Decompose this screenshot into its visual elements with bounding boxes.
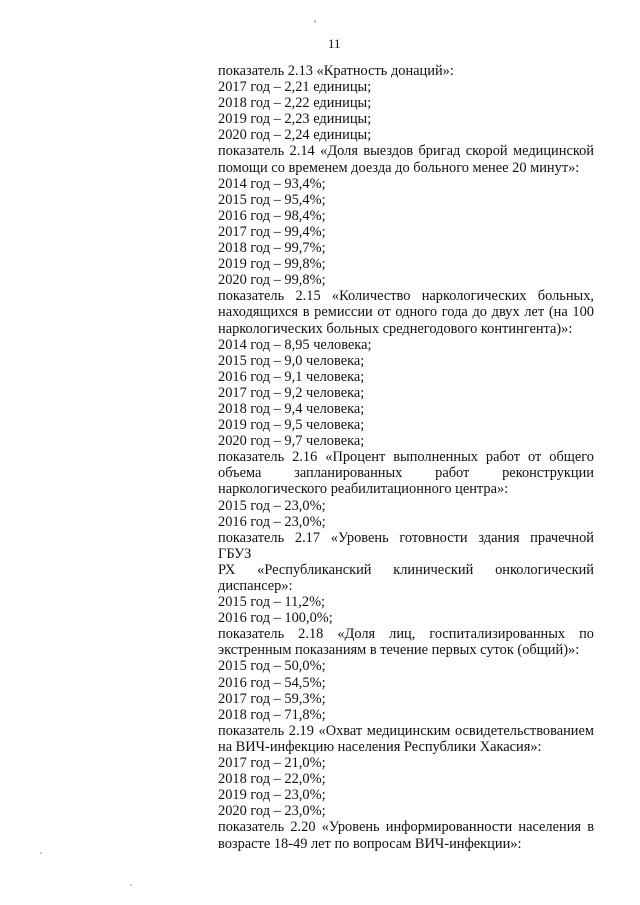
text-line: диспансер»: [218, 578, 293, 594]
text-line: 2020 год – 23,0%; [218, 803, 326, 820]
text-line: 2020 год – 9,7 человека; [218, 433, 365, 450]
text-line: 2017 год – 59,3%; [218, 690, 326, 707]
text-line: 2017 год – 9,2 человека; [218, 384, 365, 401]
text-line-justified: показатель 2.15 «Количество наркологических больных, [218, 288, 594, 305]
text-line: 2020 год – 99,8%; [218, 272, 326, 289]
text-line: 2019 год – 99,8%; [218, 256, 326, 273]
text-line: 2019 год – 9,5 человека; [218, 417, 365, 434]
text-line-justified: РХ «Республиканский клинический онкологический [218, 561, 594, 578]
scan-speck [40, 852, 42, 854]
page-number: 11 [328, 36, 341, 51]
text-line-justified: показатель 2.20 «Уровень информированности населения в [218, 819, 594, 836]
text-line: помощи со временем доезда до больного менее 20 минут»: [218, 159, 580, 176]
text-line: показатель 2.13 «Кратность донаций»: [218, 63, 454, 79]
text-line: наркологических больных среднегодового контингента)»: [218, 320, 573, 337]
text-line: наркологического реабилитационного центра»: [218, 481, 509, 498]
text-line: 2016 год – 9,1 человека; [218, 368, 365, 385]
text-line-justified: объема запланированных работ реконструкции [218, 465, 594, 482]
text-line: 2016 год – 100,0%; [218, 610, 333, 627]
text-line: 2016 год – 98,4%; [218, 207, 326, 224]
text-line: 2015 год – 50,0%; [218, 658, 326, 675]
text-line: 2018 год – 99,7%; [218, 240, 326, 257]
text-line: 2018 год – 71,8%; [218, 706, 326, 723]
text-line: 2016 год – 54,5%; [218, 674, 326, 691]
text-line-justified: показатель 2.17 «Уровень готовности здания прачечной ГБУЗ [218, 529, 594, 562]
text-line: 2014 год – 93,4%; [218, 175, 326, 192]
text-line: 2019 год – 23,0%; [218, 787, 326, 804]
text-line-justified: показатель 2.16 «Процент выполненных работ от общего [218, 449, 594, 466]
text-line: 2015 год – 9,0 человека; [218, 352, 365, 369]
text-line: 2019 год – 2,23 единицы; [218, 111, 372, 128]
text-line: на ВИЧ-инфекцию населения Республики Хакасия»: [218, 738, 542, 755]
text-line: 2015 год – 11,2%; [218, 594, 326, 611]
text-line-justified: показатель 2.18 «Доля лиц, госпитализированных по [218, 626, 594, 643]
text-line: 2017 год – 99,4%; [218, 223, 326, 240]
text-line-justified: показатель 2.14 «Доля выездов бригад скорой медицинской [218, 143, 594, 160]
text-line: 2014 год – 8,95 человека; [218, 336, 372, 353]
scan-speck [130, 884, 132, 886]
text-line: 2015 год – 23,0%; [218, 497, 326, 514]
text-line: 2015 год – 95,4%; [218, 191, 326, 208]
text-line-justified: показатель 2.19 «Охват медицинским освидетельствованием [218, 722, 594, 739]
text-line-justified: находящихся в ремиссии от одного года до двух лет (на 100 [218, 304, 594, 321]
text-line: 2020 год – 2,24 единицы; [218, 127, 372, 144]
text-line: 2016 год – 23,0%; [218, 513, 326, 530]
scan-speck [314, 20, 316, 23]
text-line: 2018 год – 22,0%; [218, 771, 326, 788]
text-line: 2018 год – 9,4 человека; [218, 400, 365, 417]
text-line: 2018 год – 2,22 единицы; [218, 95, 372, 112]
text-line: 2017 год – 21,0%; [218, 755, 326, 772]
text-line: экстренным показаниям в течение первых суток (общий)»: [218, 642, 580, 659]
text-line: возрасте 18-49 лет по вопросам ВИЧ-инфекции»: [218, 835, 522, 852]
document-body [218, 63, 594, 852]
text-line: 2017 год – 2,21 единицы; [218, 79, 372, 96]
